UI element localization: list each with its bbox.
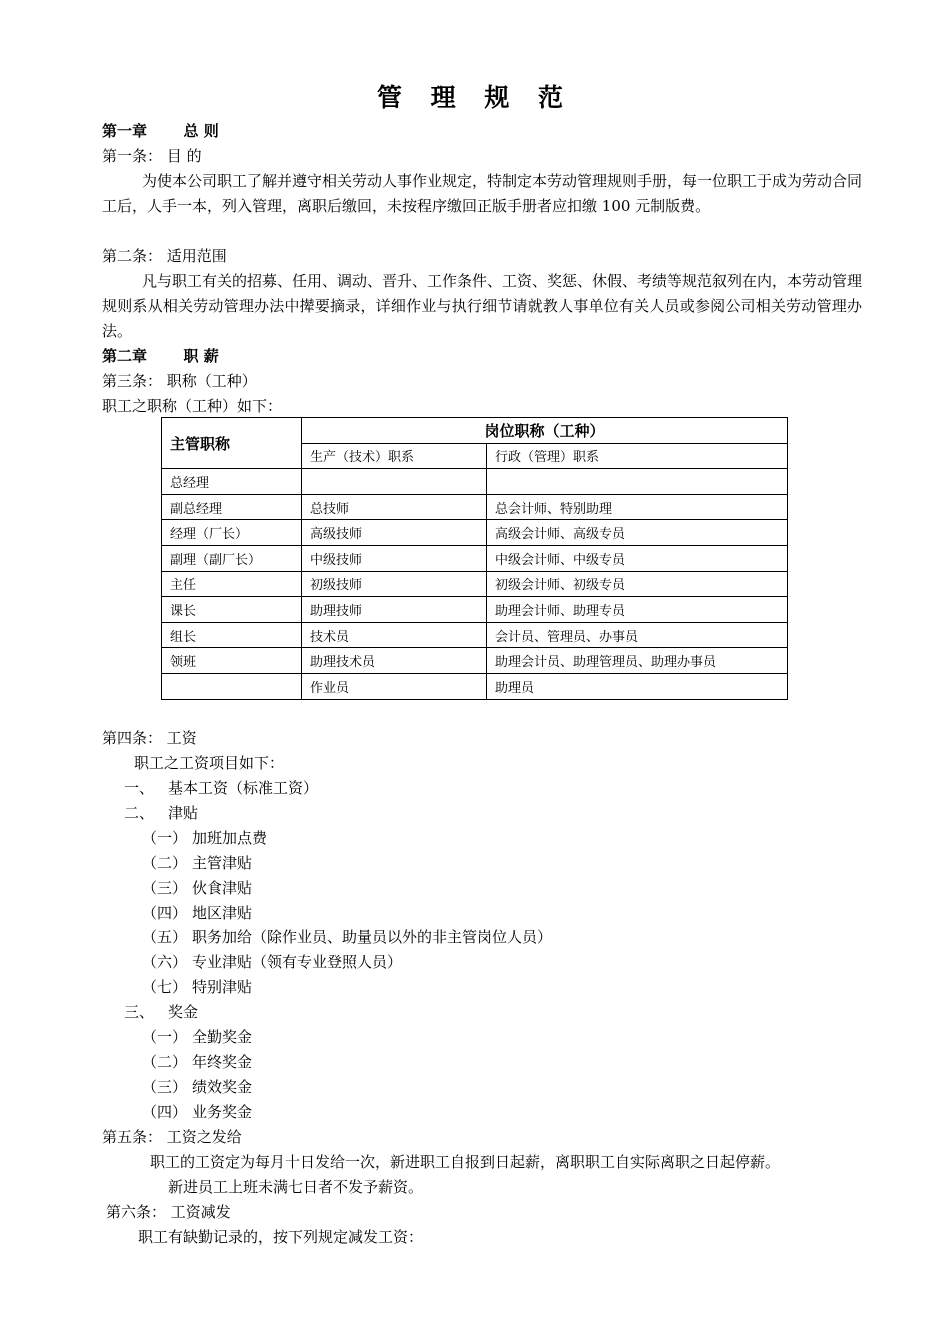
wage-item	[124, 801, 198, 826]
article-2-heading	[102, 244, 227, 269]
table-row	[162, 571, 788, 597]
wage-item	[142, 1100, 252, 1125]
table-row	[162, 648, 788, 674]
wage-item-text: 奖金	[168, 1003, 199, 1022]
wage-item-text: 伙食津贴	[192, 878, 253, 897]
table-cell: 初级技师	[302, 571, 487, 597]
table-cell: 助理会计员、助理管理员、助理办事员	[487, 648, 788, 674]
job-title-table	[161, 417, 788, 700]
chapter-2-label: 第二章	[102, 347, 148, 365]
table-row	[162, 469, 788, 495]
table-cell: 初级会计师、初级专员	[487, 571, 788, 597]
header-group: 岗位职称（工种）	[302, 418, 788, 444]
wage-item	[142, 1075, 252, 1100]
article-4-label: 第四条：	[102, 729, 163, 747]
article-4-title: 工资	[166, 729, 197, 747]
table-cell: 副理（副厂长）	[162, 545, 302, 571]
table-row	[162, 597, 788, 623]
table-cell: 领班	[162, 648, 302, 674]
wage-item-number: （七）	[142, 978, 188, 997]
table-row	[162, 545, 788, 571]
wage-item-number: （二）	[142, 853, 188, 872]
article-1-title: 目 的	[166, 147, 202, 165]
article-4-intro: 职工之工资项目如下：	[134, 754, 285, 772]
wage-item-text: 津贴	[168, 803, 199, 822]
wage-item-number: （一）	[142, 828, 188, 847]
table-cell: 课长	[162, 597, 302, 623]
article-1-heading	[102, 144, 202, 169]
article-1-label: 第一条：	[102, 147, 163, 165]
article-3-label: 第三条：	[102, 372, 163, 390]
article-6-heading	[106, 1200, 231, 1225]
table-cell: 助理员	[487, 673, 788, 699]
article-6-title: 工资减发	[170, 1203, 231, 1221]
table-header-row	[162, 418, 788, 444]
article-3-title: 职称（工种）	[166, 372, 257, 390]
table-cell	[302, 469, 487, 495]
wage-item	[124, 1000, 198, 1025]
wage-item-text: 业务奖金	[192, 1102, 253, 1121]
article-5-text-2: 新进员工上班未满七日者不发予薪资。	[168, 1178, 424, 1196]
wage-item	[142, 975, 252, 1000]
wage-item-text: 地区津贴	[192, 903, 253, 922]
table-cell: 高级技师	[302, 520, 487, 546]
header-sub-production: 生产（技术）职系	[302, 443, 487, 469]
wage-item	[124, 776, 318, 801]
table-row	[162, 520, 788, 546]
wage-item-text: 主管津贴	[192, 853, 253, 872]
wage-item-number: （三）	[142, 878, 188, 897]
wage-item-text: 特别津贴	[192, 978, 253, 997]
wage-item	[142, 901, 252, 926]
wage-item-text: 绩效奖金	[192, 1077, 253, 1096]
table-row	[162, 494, 788, 520]
chapter-1-label: 第一章	[102, 122, 148, 140]
table-cell: 中级会计师、中级专员	[487, 545, 788, 571]
article-6-text: 职工有缺勤记录的，按下列规定减发工资：	[138, 1228, 424, 1246]
chapter-2-title: 职 薪	[183, 347, 219, 365]
wage-item	[142, 925, 552, 950]
table-cell: 总技师	[302, 494, 487, 520]
table-cell: 中级技师	[302, 545, 487, 571]
article-4-heading	[102, 726, 197, 751]
wage-item	[142, 851, 252, 876]
table-cell	[487, 469, 788, 495]
article-3-heading	[102, 369, 257, 394]
article-5-title: 工资之发给	[166, 1128, 242, 1146]
article-2-text: 凡与职工有关的招募、任用、调动、晋升、工作条件、工资、奖惩、休假、考绩等规范叙列在内，本劳动管理规则系从相关劳动管理办法中撵要摘录，详细作业与执行细节请就教人事单位有关人员或参阅公司相关劳动管理办法。	[102, 272, 863, 340]
wage-item-number: （四）	[142, 903, 188, 922]
wage-item	[142, 950, 402, 975]
wage-item	[142, 876, 252, 901]
article-3-intro: 职工之职称（工种）如下：	[102, 397, 283, 415]
wage-item	[142, 1025, 252, 1050]
article-1-text: 为使本公司职工了解并遵守相关劳动人事作业规定，特制定本劳动管理规则手册，每一位职工于成为劳动合同工后，人手一本，列入管理，离职后缴回，未按程序缴回正版手册者应扣缴 100 元制版费。	[102, 172, 863, 215]
article-6-label: 第六条：	[106, 1203, 167, 1221]
table-cell: 高级会计师、高级专员	[487, 520, 788, 546]
document-title: 管 理 规 范	[376, 83, 574, 112]
wage-item-number: （六）	[142, 953, 188, 972]
wage-item-text: 年终奖金	[192, 1052, 253, 1071]
chapter-2-heading	[102, 344, 219, 369]
wage-item	[142, 1050, 252, 1075]
header-sub-admin: 行政（管理）职系	[487, 443, 788, 469]
wage-item-text: 加班加点费	[192, 828, 268, 847]
table-cell: 总会计师、特别助理	[487, 494, 788, 520]
wage-item-text: 基本工资（标准工资）	[168, 779, 319, 797]
wage-item-number: （二）	[142, 1052, 188, 1071]
article-5-label: 第五条：	[102, 1128, 163, 1146]
table-cell: 助理技术员	[302, 648, 487, 674]
table-cell: 助理技师	[302, 597, 487, 623]
article-5-text-1: 职工的工资定为每月十日发给一次，新进职工自报到日起薪，离职职工自实际离职之日起停薪。	[150, 1153, 781, 1171]
table-cell: 助理会计师、助理专员	[487, 597, 788, 623]
table-cell: 会计员、管理员、办事员	[487, 622, 788, 648]
wage-item-number: （五）	[142, 928, 188, 947]
wage-item-number: 一、	[124, 779, 155, 797]
wage-item-text: 全勤奖金	[192, 1028, 253, 1046]
table-cell: 经理（厂长）	[162, 520, 302, 546]
article-2-title: 适用范围	[166, 247, 227, 265]
table-cell: 组长	[162, 622, 302, 648]
header-main: 主管职称	[162, 418, 302, 469]
table-cell: 主任	[162, 571, 302, 597]
wage-item-text: 专业津贴（领有专业登照人员）	[192, 953, 403, 972]
table-cell: 总经理	[162, 469, 302, 495]
chapter-1-heading	[102, 119, 219, 144]
table-row	[162, 622, 788, 648]
table-cell: 技术员	[302, 622, 487, 648]
table-cell: 副总经理	[162, 494, 302, 520]
table-cell: 作业员	[302, 673, 487, 699]
article-2-label: 第二条：	[102, 247, 163, 265]
table-cell	[162, 673, 302, 699]
wage-item-number: 三、	[124, 1003, 155, 1022]
wage-item	[142, 826, 267, 851]
chapter-1-title: 总 则	[183, 122, 219, 140]
wage-item-number: （一）	[142, 1028, 188, 1046]
wage-item-number: （四）	[142, 1102, 188, 1121]
wage-item-number: （三）	[142, 1077, 188, 1096]
table-row	[162, 673, 788, 699]
article-5-heading	[102, 1125, 242, 1150]
wage-item-text: 职务加给（除作业员、助量员以外的非主管岗位人员）	[192, 928, 553, 947]
wage-item-number: 二、	[124, 803, 155, 822]
